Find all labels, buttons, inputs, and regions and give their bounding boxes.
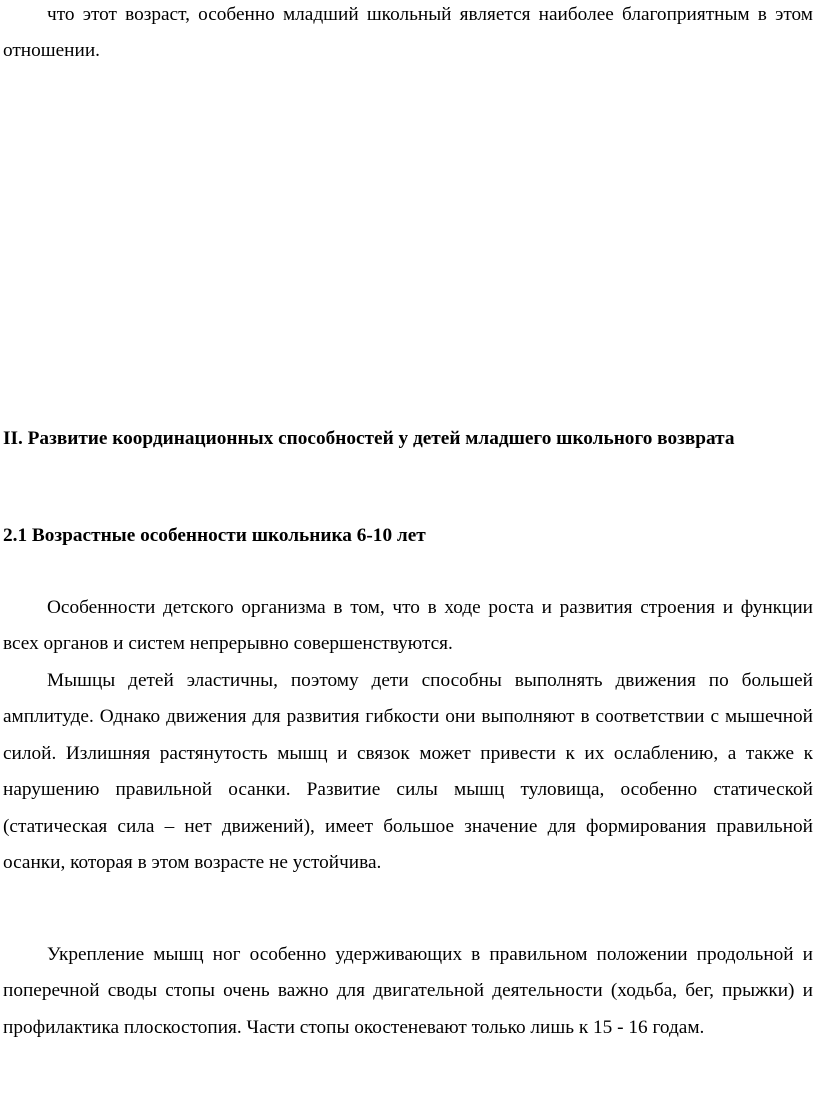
section-heading: 2.1 Возрастные особенности школьника 6-10 лет (3, 525, 426, 546)
chapter-heading: II. Развитие координационных способностей у детей младшего школьного возврата (3, 428, 735, 449)
body-paragraph: Особенности детского организма в том, что в ходе роста и развития строения и функции всех органов и систем непрерывно совершенствуются. (3, 597, 813, 655)
body-paragraph: Укрепление мышц ног особенно удерживающих в правильном положении продольной и поперечной своды стопы очень важно для двигательной деятельности (ходьба, бег, прыжки) и профилактика плоскостопия. Части стопы окостеневают только лишь к 15 - 16 годам. (3, 944, 813, 1038)
body-paragraph: Мышцы детей эластичны, поэтому дети способны выполнять движения по большей амплитуде. Однако движения для развития гибкости они выполняют в соответствии с мышечной силой. Излишняя растянутость мышц и связок может привести к их ослаблению, а также к нарушению правильной осанки. Развитие силы мышц туловища, особенно статической (статическая сила – нет движений), имеет большое значение для формирования правильной осанки, которая в этом возрасте не устойчива. (3, 670, 813, 874)
intro-paragraph: что этот возраст, особенно младший школьный является наиболее благоприятным в этом отношении. (3, 4, 813, 62)
